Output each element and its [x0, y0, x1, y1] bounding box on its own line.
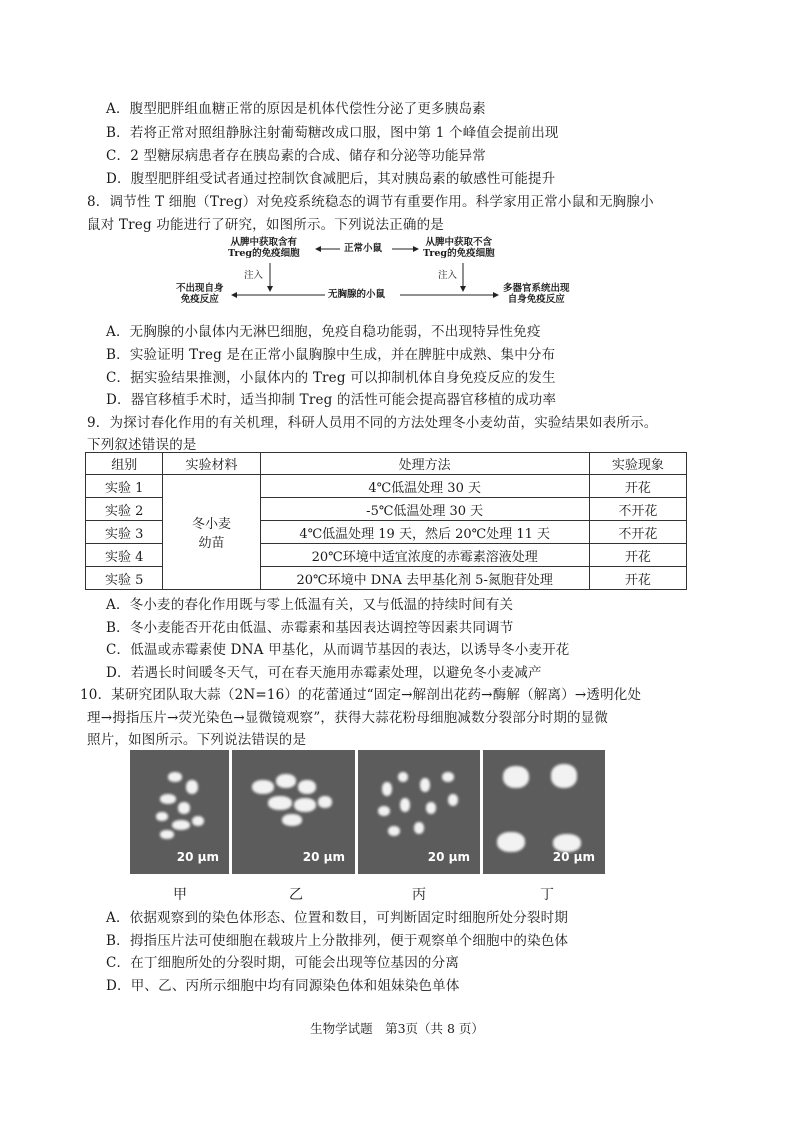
diagram-bottom-right: 多器官系统出现 自身免疫反应 — [503, 283, 570, 305]
cell-group: 实验 3 — [86, 521, 163, 544]
scale-label: 20 μm — [552, 850, 595, 864]
cell-group: 实验 1 — [86, 475, 163, 498]
diagram-inject-left: 注入 — [244, 270, 264, 281]
q10-stem-line1: 10．某研究团队取大蒜（2N=16）的花蕾通过“固定→解剖出花药→酶解（解离）→透明化处 — [80, 687, 642, 703]
page-footer: 生物学试题 第3页（共 8 页） — [310, 1021, 484, 1036]
image-label-yi: 乙 — [289, 887, 303, 903]
q8-option-b: B．实验证明 Treg 是在正常小鼠胸腺中生成，并在脾脏中成熟、集中分布 — [106, 347, 556, 363]
cell-group: 实验 2 — [86, 498, 163, 521]
micrograph-yi — [232, 750, 355, 874]
diagram-bottom-center: 无胸腺的小鼠 — [328, 289, 386, 300]
cell-result: 开花 — [589, 475, 686, 498]
table-row — [86, 475, 687, 498]
q10-stem-line3: 照片，如图所示。下列说法错误的是 — [87, 732, 307, 748]
q7-option-a: A．腹型肥胖组血糖正常的原因是机体代偿性分泌了更多胰岛素 — [106, 101, 486, 117]
q9-option-a: A．冬小麦的春化作用既与零上低温有关，又与低温的持续时间有关 — [106, 597, 514, 613]
q8-option-a: A．无胸腺的小鼠体内无淋巴细胞，免疫自稳功能弱，不出现特异性免疫 — [106, 324, 541, 340]
diagram-inject-right: 注入 — [438, 270, 458, 281]
q10-option-b: B．拇指压片法可使细胞在载玻片上分散排列，便于观察单个细胞中的染色体 — [106, 933, 569, 949]
experiment-table — [85, 452, 687, 590]
micrograph-ding — [483, 750, 605, 874]
header-material: 实验材料 — [163, 453, 260, 475]
diagram-top-right: 从脾中获取不含 Treg的免疫细胞 — [423, 237, 495, 259]
q7-option-d: D．腹型肥胖组受试者通过控制饮食减肥后，其对胰岛素的敏感性可能提升 — [106, 171, 556, 187]
header-result: 实验现象 — [589, 453, 686, 475]
cell-method: 4℃低温处理 30 天 — [260, 475, 589, 498]
q10-option-d: D．甲、乙、丙所示细胞中均有同源染色体和姐妹染色单体 — [106, 978, 460, 994]
cell-result: 不开花 — [589, 498, 686, 521]
diagram-top-left: 从脾中获取含有 Treg的免疫细胞 — [228, 237, 300, 259]
q8-option-d: D．器官移植手术时，适当抑制 Treg 的活性可能会提高器官移植的成功率 — [106, 392, 557, 408]
q10-option-c: C．在丁细胞所处的分裂时期，可能会出现等位基因的分离 — [106, 955, 460, 971]
cell-method: -5℃低温处理 30 天 — [260, 498, 589, 521]
header-group: 组别 — [86, 453, 163, 475]
scale-label: 20 μm — [176, 850, 219, 864]
image-label-ding: 丁 — [540, 887, 554, 903]
q7-option-c: C．2 型糖尿病患者存在胰岛素的合成、储存和分泌等功能异常 — [106, 148, 487, 164]
q9-option-c: C．低温或赤霉素使 DNA 甲基化，从而调节基因的表达，以诱导冬小麦开花 — [106, 642, 570, 658]
cell-result: 不开花 — [589, 521, 686, 544]
q8-option-c: C．据实验结果推测，小鼠体内的 Treg 可以抑制机体自身免疫反应的发生 — [106, 370, 556, 386]
diagram-top-center: 正常小鼠 — [344, 243, 383, 254]
q7-option-b: B．若将正常对照组静脉注射葡萄糖改成口服，图中第 1 个峰值会提前出现 — [106, 125, 559, 141]
q9-stem-line2: 下列叙述错误的是 — [87, 437, 197, 453]
cell-result: 开花 — [589, 567, 686, 590]
q9-option-b: B．冬小麦能否开花由低温、赤霉素和基因表达调控等因素共同调节 — [106, 620, 514, 636]
cell-material: 冬小麦 幼苗 — [163, 475, 260, 590]
table-header-row — [86, 453, 687, 475]
scale-label: 20 μm — [427, 850, 470, 864]
cell-method: 4℃低温处理 19 天，然后 20℃处理 11 天 — [260, 521, 589, 544]
image-label-bing: 丙 — [412, 887, 426, 903]
q9-stem-line1: 9．为探讨春化作用的有关机理，科研人员用不同的方法处理冬小麦幼苗，实验结果如表所示。 — [87, 415, 658, 431]
scale-label: 20 μm — [302, 850, 345, 864]
diagram-bottom-left: 不出现自身 免疫反应 — [176, 283, 224, 305]
cell-result: 开花 — [589, 544, 686, 567]
cell-method: 20℃环境中 DNA 去甲基化剂 5-氮胞苷处理 — [260, 567, 589, 590]
q10-option-a: A．依据观察到的染色体形态、位置和数目，可判断固定时细胞所处分裂时期 — [106, 910, 569, 926]
cell-group: 实验 4 — [86, 544, 163, 567]
q8-stem-line1: 8．调节性 T 细胞（Treg）对免疫系统稳态的调节有重要作用。科学家用正常小鼠和无胸腺小 — [87, 194, 654, 210]
q9-option-d: D．若遇长时间暖冬天气，可在春天施用赤霉素处理，以避免冬小麦减产 — [106, 665, 542, 681]
micrograph-jia — [130, 750, 229, 874]
cell-group: 实验 5 — [86, 567, 163, 590]
cell-method: 20℃环境中适宜浓度的赤霉素溶液处理 — [260, 544, 589, 567]
q8-stem-line2: 鼠对 Treg 功能进行了研究，如图所示。下列说法正确的是 — [87, 217, 444, 233]
header-method: 处理方法 — [260, 453, 589, 475]
q10-stem-line2: 理→拇指压片→荧光染色→显微镜观察”，获得大蒜花粉母细胞减数分裂部分时期的显微 — [87, 710, 609, 726]
image-label-jia: 甲 — [173, 887, 187, 903]
micrograph-bing — [358, 750, 480, 874]
